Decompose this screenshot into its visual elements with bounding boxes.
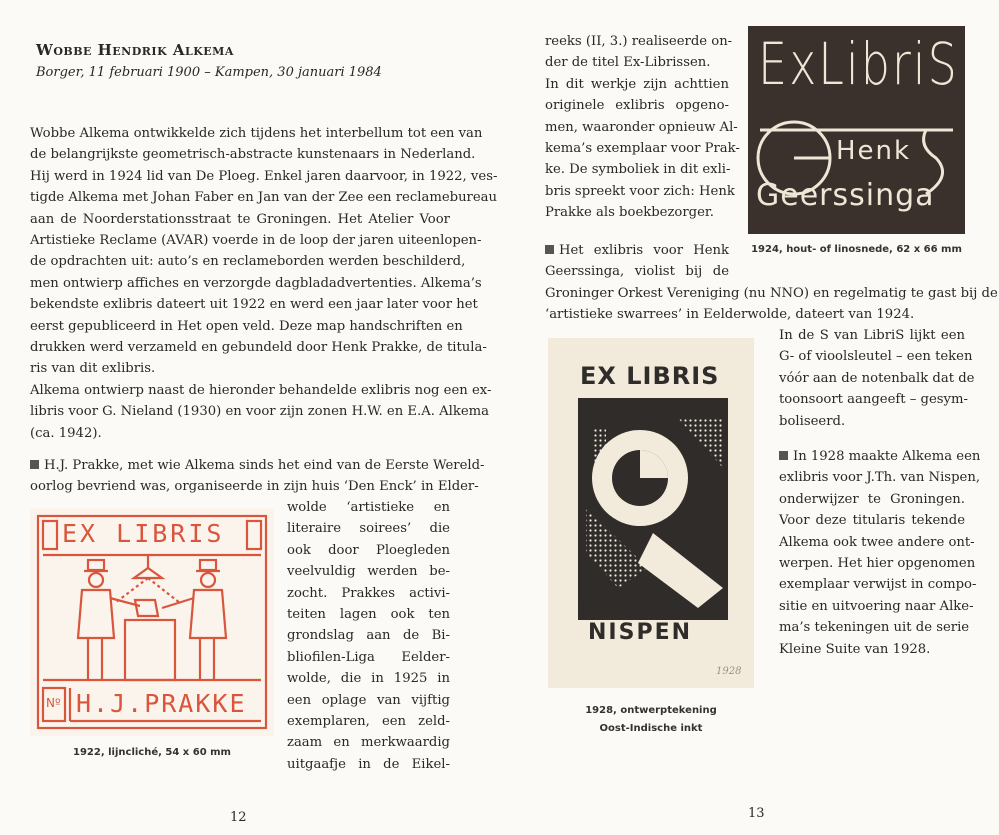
- page-number-left: 12: [230, 810, 247, 825]
- prakke-caption: 1922, lijncliché, 54 x 60 mm: [73, 747, 231, 758]
- geerssinga-exlibris-surname: Geerssinga: [756, 178, 935, 213]
- nispen-exlibris-title: EX LIBRIS: [580, 362, 720, 390]
- geerssinga-exlibris-firstname: Henk: [836, 136, 912, 166]
- nispen-exlibris-name1: J.Th. VAN: [582, 594, 686, 618]
- nispen-caption: [548, 702, 754, 738]
- prakke-exlibris-image: [30, 508, 274, 736]
- bibliofilen-paragraph: reeks (II, 3.) realiseerde on- der de titel Ex-Librissen. In dit werkje zijn achttien originele exlibris opgeno- men, waaronder opnieuw Al- kema’s exemplaar voor Prak- ke. De symboliek in dit exli- bris spreekt voor zich: Henk Prakke als boekbezorger.: [545, 34, 740, 221]
- geerssinga-exlibris-image: [748, 26, 965, 234]
- librist-paragraph: In de S van LibriS lijkt een G- of vioolsleutel – een teken vóór aan de notenbalk dat de toonsoort aangeeft – gesym- boliseerd.: [779, 328, 975, 429]
- geerssinga-paragraph: Het exlibris voor Henk Geerssinga, violist bij de Groninger Orkest Vereniging (nu NNO) en regelmatig te gast bij de ‘artistieke swarrees’ in Eelderwolde, dateert van 1924.: [545, 243, 998, 323]
- nispen-caption-line2: Oost-Indische inkt: [599, 723, 703, 734]
- bullet-icon: [30, 460, 39, 469]
- nispen-exlibris-name2: NISPEN: [588, 620, 693, 645]
- page-number-right: 13: [748, 806, 765, 821]
- nispen-paragraph: In 1928 maakte Alkema een exlibris voor J.Th. van Nispen, onderwijzer te Groningen. Voor deze titularis tekende Alkema ook twee andere ont- werpen. Het hier opgenomen exemplaar verwijst in compo- sitie en uitvoering naar Alke- ma’s tekeningen uit de serie Kleine Suite van 1928.: [779, 449, 981, 657]
- prakke-paragraph: H.J. Prakke, met wie Alkema sinds het eind van de Eerste Wereld- oorlog bevriend was, organiseerde in zijn huis ‘Den Enck’ in Elder-: [30, 458, 485, 495]
- prakke-exlibris-name: H.J.PRAKKE: [76, 689, 247, 718]
- nispen-exlibris-image: [548, 338, 754, 688]
- prakke-paragraph-narrow: wolde ‘artistieke en literaire soirees’ die ook door Ploegleden veelvuldig werden be- zocht. Prakkes activi- teiten lagen ook ten grondslag aan de Bi- bliofilen-Liga Eelder- wolde, die in 1925 in een oplage van vijftig exemplaren, een zeld- zaam en merkwaardig uitgaafje in de Eikel-: [287, 500, 450, 772]
- geerssinga-exlibris-title: ExLibriS: [758, 30, 959, 98]
- article-subheading: Borger, 11 februari 1900 – Kampen, 30 januari 1984: [36, 65, 382, 80]
- article-heading: Wobbe Hendrik Alkema: [36, 41, 234, 59]
- prakke-number-mark: Nº: [46, 696, 61, 710]
- intro-paragraph: Wobbe Alkema ontwikkelde zich tijdens het interbellum tot een van de belangrijkste geometrisch-abstracte kunstenaars in Nederland. Hij werd in 1924 lid van De Ploeg. Enkel jaren daarvoor, in 1922, ves- tigde Alkema met Johan Faber en Jan van der Zee een reclamebureau aan de Noorderstationsstraat te Groningen. Het Atelier Voor Artistieke Reclame (AVAR) voerde in de loop der jaren uiteenlopen- de opdrachten uit: auto’s en reclameborden werden beschilderd, men ontwierp affiches en verzorgde dagbladadvertenties. Alkema’s bekendste exlibris dateert uit 1922 en werd een jaar later voor het eerst gepubliceerd in Het open veld. Deze map handschriften en drukken werd verzameld en gebundeld door Henk Prakke, de titula- ris van dit exlibris. Alkema ontwierp naast de hieronder behandelde exlibris nog een ex- libris voor G. Nieland (1930) en voor zijn zonen H.W. en E.A. Alkema (ca. 1942).: [30, 126, 498, 441]
- bullet-icon: [545, 245, 554, 254]
- prakke-exlibris-title: EX LIBRIS: [62, 519, 225, 548]
- nispen-caption-line1: 1928, ontwerptekening: [585, 705, 717, 716]
- geerssinga-caption: 1924, hout- of linosnede, 62 x 66 mm: [751, 244, 962, 255]
- pencil-date: 1928: [716, 666, 742, 677]
- bullet-icon: [779, 451, 788, 460]
